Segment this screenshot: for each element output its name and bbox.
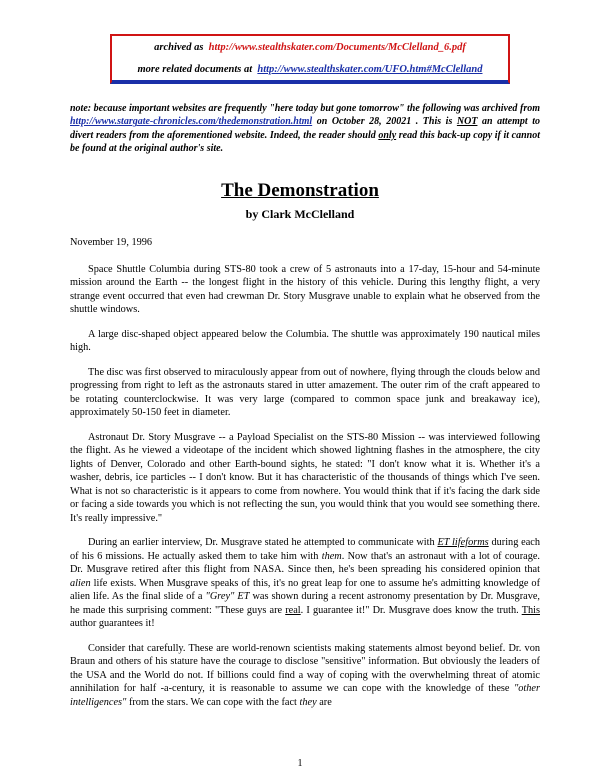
related-docs-link[interactable]: http://www.stealthskater.com/UFO.htm#McClelland bbox=[257, 64, 483, 75]
p5-text-e: was shown during a recent astronomy presentation by Dr. Musgrave, he made this surprising comment: "These guys are bbox=[70, 591, 540, 616]
source-website-link[interactable]: http://www.stargate-chronicles.com/thedemonstration.html bbox=[70, 116, 313, 128]
note-only-emphasis: only bbox=[378, 129, 397, 141]
archive-line-1 bbox=[112, 42, 508, 53]
note-text-b: on October 28, 20021 . This is bbox=[312, 116, 457, 128]
article-body bbox=[70, 236, 540, 720]
paragraph-3: The disc was first observed to miraculously appear from out of nowhere, flying through the clouds below and progressing from right to left as the astronauts stared in utter amazement. The outer rim of the craft appeared to be rotating counterclockwise. It was very large (compared to common space junk and breakaway ice), approximately 50-150 feet in diameter. bbox=[70, 366, 540, 418]
p5-this: This bbox=[521, 604, 540, 616]
p6-text-c: are bbox=[316, 696, 332, 708]
author-byline: by Clark McClelland bbox=[245, 207, 355, 221]
note-text-a: note: because important websites are frequently "here today but gone tomorrow" the following was archived from bbox=[70, 103, 540, 114]
p6-text-a: Consider that carefully. These are world-renown scientists making statements almost beyond belief. Dr. von Braun and others of his stature have the courage to disclose "sensitive" information. But obviously the leaders of the USA and the World do not. If billions could find a way of coping with the overwhelming threat of atomic annihilation for half -a-century, it is reasonable to assume we can cope with the knowledge of these bbox=[70, 642, 540, 694]
archive-line-2 bbox=[112, 64, 508, 75]
archive-pdf-link[interactable]: http://www.stealthskater.com/Documents/McClelland_6.pdf bbox=[208, 42, 466, 53]
p6-other-intelligences: "other intelligences" bbox=[70, 683, 540, 708]
note-text-d: read this back-up copy if it cannot be found at the original author's site. bbox=[70, 129, 540, 155]
paragraph-6 bbox=[70, 642, 540, 710]
p5-text-c: . Now that's an astronaut with a lot of courage. Dr. Musgrave retired after this flight from NASA. Since then, he's been spreading his considered opinion that bbox=[70, 550, 540, 575]
p5-real: real bbox=[285, 604, 301, 616]
p5-text-d: life exists. When Musgrave speaks of this, it's no great leap for one to assume he's admitting knowledge of alien life. As the final slide of a bbox=[70, 577, 540, 602]
archive-notice-box bbox=[110, 34, 510, 84]
paragraph-2: A large disc-shaped object appeared below the Columbia. The shuttle was approximately 190 nautical miles high. bbox=[70, 328, 540, 353]
p5-text-b: during each of his 6 missions. He actually asked them to take him with bbox=[70, 537, 540, 562]
p5-text-f: . I guarantee it!" Dr. Musgrave does know the truth. bbox=[300, 604, 522, 616]
page-number: 1 bbox=[297, 758, 303, 769]
article-date: November 19, 1996 bbox=[70, 237, 153, 248]
note-text-c: an attempt to divert readers from the aforementioned website. Indeed, the reader should bbox=[70, 116, 540, 141]
p5-et-lifeforms: ET lifeforms bbox=[437, 537, 489, 548]
p6-text-b: from the stars. We can cope with the fact bbox=[126, 696, 300, 708]
p5-them: them bbox=[321, 550, 342, 562]
archive-label-1: archived as bbox=[154, 42, 204, 53]
archive-note bbox=[70, 102, 540, 156]
p5-alien: alien bbox=[70, 577, 91, 589]
p6-they: they bbox=[299, 696, 317, 708]
p5-text-a: During an earlier interview, Dr. Musgrave stated he attempted to communicate with bbox=[88, 537, 438, 548]
paragraph-4: Astronaut Dr. Story Musgrave -- a Payload Specialist on the STS-80 Mission -- was interviewed following the flight. As he viewed a videotape of the incident which showed lightning flashes in the atmosphere, the city lights of Denver, Colorado and other Earth-bound sights, he stated: "I don't know what it is. Whether it's a washer, debris, ice particles -- I don't know. But it has characteristic of the thousands of things which I've seen. What is not so characteristic is it appears to come from nowhere. You would think that if it's facing the dark side or facing a side towards you which is not reflecting the sun, you would think that you would see something there. It's really impressive." bbox=[70, 431, 540, 524]
p5-grey-et: "Grey" ET bbox=[205, 591, 250, 602]
paragraph-5 bbox=[70, 536, 540, 631]
p5-text-g: author guarantees it! bbox=[70, 618, 155, 629]
note-not-emphasis: NOT bbox=[456, 116, 478, 128]
paragraph-1: Space Shuttle Columbia during STS-80 took a crew of 5 astronauts into a 17-day, 15-hour and 54-minute mission around the Earth -- the longest flight in the history of this vehicle. During this lengthy flight, a very strange event occurred that even had crewman Dr. Story Musgrave unable to explain what he observed from the shuttle windows. bbox=[70, 263, 540, 315]
page-title: The Demonstration bbox=[221, 180, 379, 201]
archive-label-2: more related documents at bbox=[137, 64, 253, 75]
